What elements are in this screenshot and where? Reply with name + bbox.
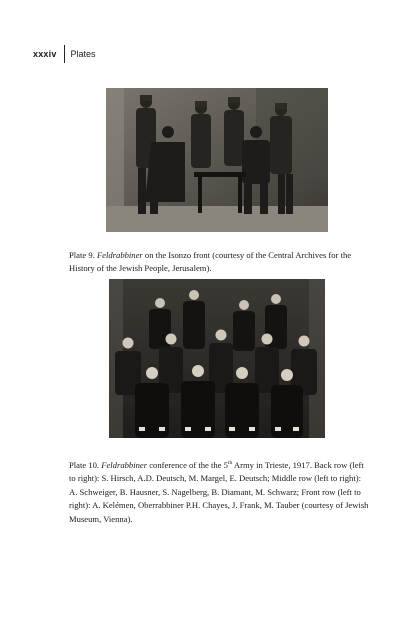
plate-10-caption-superscript: th: [227, 459, 233, 466]
plate-9-caption: [69, 249, 369, 276]
plate-9-caption-title: Feldrabbiner: [96, 249, 143, 260]
plate-10-photograph: [109, 279, 325, 438]
header-divider: [64, 45, 65, 63]
plate-10-caption-title: Feldrabbiner: [101, 459, 148, 470]
page-number: xxxiv: [33, 49, 57, 59]
plate-9-caption-prefix: Plate 9.: [69, 249, 97, 260]
plate-9-photograph: [106, 88, 328, 232]
running-head: [33, 44, 96, 64]
plate-9-image: [106, 88, 328, 232]
plate-10-caption-text: Army in Trieste, 1917. Back row (left to right): S. Hirsch, A.D. Deutsch, M. Margel, E. Deutsch; Middle row (left to right): A. Schweiger, B. Hausner, S. Nagelberg, B. Diamant, M. Schwarz; Front row (left to right): A. Kelémen, Oberrabbiner P.H. Chayes, J. Frank, M. Tauber (courtesy of Jewish Museum, Vienna).: [69, 459, 369, 524]
plate-10-caption-prefix: Plate 10.: [69, 459, 102, 470]
plate-9-caption-text: on the Isonzo front (courtesy of the Central Archives for the History of the Jewish People, Jerusalem).: [69, 249, 352, 274]
plate-10-image: [109, 279, 325, 438]
plate-10-caption-mid: conference of the the 5: [147, 459, 228, 470]
plate-10-caption: [69, 459, 369, 527]
section-title: Plates: [70, 49, 96, 59]
